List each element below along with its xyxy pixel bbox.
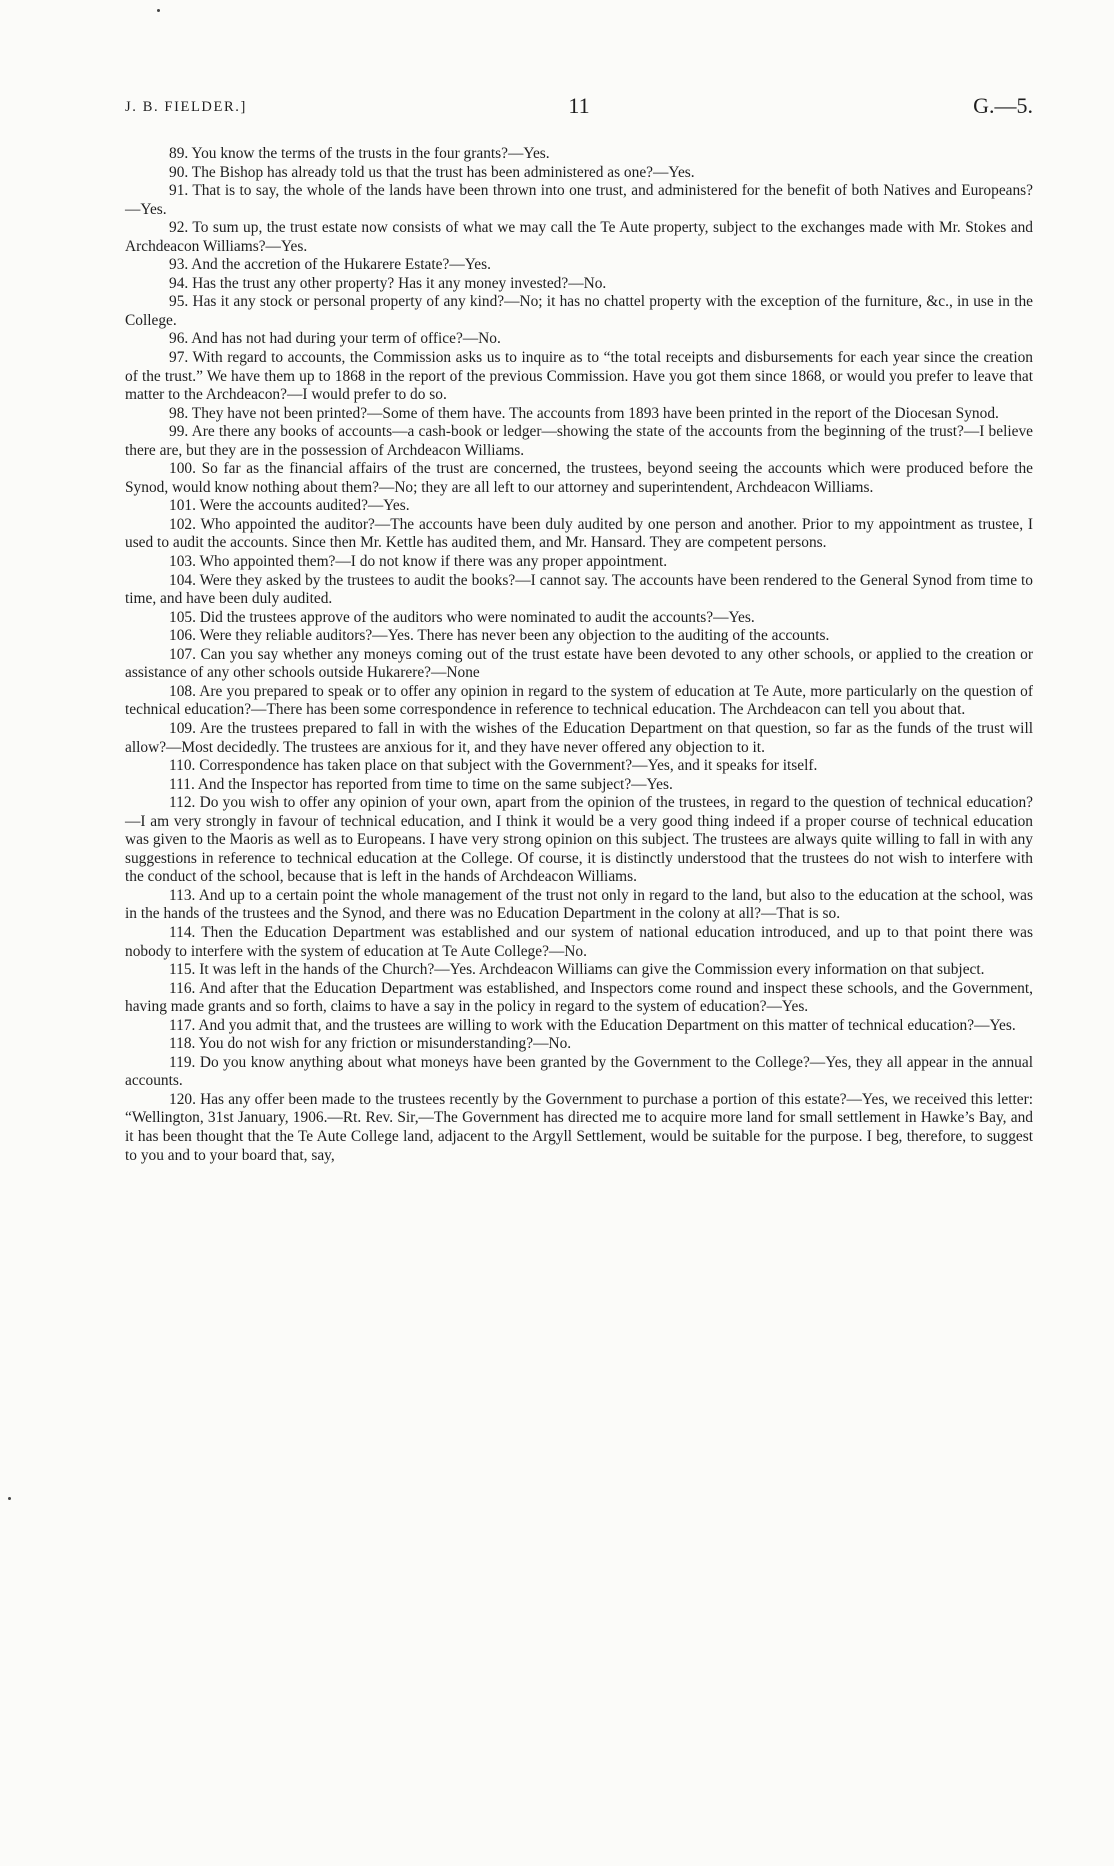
question-answer-paragraph: 104. Were they asked by the trustees to audit the books?—I cannot say. The accounts have been rendered to the General Synod from time to time, and have been duly audited.	[125, 571, 1033, 608]
question-answer-paragraph: 109. Are the trustees prepared to fall in with the wishes of the Education Department on that question, so far as the funds of the trust will allow?—Most decidedly. The trustees are anxious for it, and they have never offered any objection to it.	[125, 719, 1033, 756]
question-answer-paragraph: 105. Did the trustees approve of the auditors who were nominated to audit the accounts?—Yes.	[169, 608, 755, 626]
page-number: 11	[568, 93, 590, 118]
page-header	[125, 93, 1033, 125]
question-answer-paragraph: 114. Then the Education Department was established and our system of national education introduced, and up to that point there was nobody to interfere with the system of education at Te Aute College?—No.	[125, 923, 1033, 960]
question-answer-paragraph: 112. Do you wish to offer any opinion of your own, apart from the opinion of the trustees, in regard to the question of technical education?—I am very strongly in favour of technical education, and I think it would be a very good thing indeed if a proper course of technical education was given to the Maoris as well as to Europeans. I have very strong opinion on this subject. The trustees are always quite willing to fall in with any suggestions in reference to technical education at the College. Of course, it is distinctly understood that the trustees do not wish to interfere with the conduct of the school, because that is left in the hands of Archdeacon Williams.	[125, 794, 1033, 886]
speck-mark	[157, 9, 160, 12]
question-answer-paragraph: 93. And the accretion of the Hukarere Estate?—Yes.	[169, 256, 491, 274]
question-answer-paragraph: 111. And the Inspector has reported from time to time on the same subject?—Yes.	[169, 775, 673, 793]
question-answer-paragraph: 118. You do not wish for any friction or misunderstanding?—No.	[169, 1035, 572, 1053]
question-answer-paragraph: 98. They have not been printed?—Some of them have. The accounts from 1893 have been printed in the report of the Diocesan Synod.	[169, 404, 999, 422]
question-answer-paragraph: 101. Were the accounts audited?—Yes.	[169, 497, 410, 515]
question-answer-paragraph: 97. With regard to accounts, the Commission asks us to inquire as to “the total receipts and disbursements for each year since the creation of the trust.” We have them up to 1868 in the report of the previous Commission. Have you got them since 1868, or would you prefer to leave that matter to the Archdeacon?—I would prefer to do so.	[125, 349, 1033, 404]
question-answer-paragraph: 94. Has the trust any other property? Has it any money invested?—No.	[169, 274, 607, 292]
question-answer-paragraph: 119. Do you know anything about what moneys have been granted by the Government to the College?—Yes, they all appear in the annual accounts.	[125, 1053, 1033, 1090]
question-answer-paragraph: 117. And you admit that, and the trustees are willing to work with the Education Department on this matter of technical education?—Yes.	[169, 1016, 1016, 1034]
speck-mark	[8, 1497, 11, 1500]
question-answer-paragraph: 100. So far as the financial affairs of the trust are concerned, the trustees, beyond seeing the accounts which were produced before the Synod, would know nothing about them?—No; they are all left to our attorney and superintendent, Archdeacon Williams.	[125, 460, 1033, 496]
question-answer-paragraph: 89. You know the terms of the trusts in the four grants?—Yes.	[169, 145, 550, 162]
document-body	[125, 145, 1033, 1165]
question-answer-paragraph: 90. The Bishop has already told us that the trust has been administered as one?—Yes.	[169, 163, 695, 181]
question-answer-paragraph: 95. Has it any stock or personal property of any kind?—No; it has no chattel property with the exception of the furniture, &c., in use in the College.	[125, 293, 1033, 329]
question-answer-paragraph: 96. And has not had during your term of office?—No.	[169, 330, 501, 348]
question-answer-paragraph: 120. Has any offer been made to the trustees recently by the Government to purchase a portion of this estate?—Yes, we received this letter: “Wellington, 31st January, 1906.—Rt. Rev. Sir,—The Government has directed me to acquire more land for small settlement in Hawke’s Bay, and it has been thought that the Te Aute College land, adjacent to the Argyll Settlement, would be suitable for the purpose. I beg, therefore, to suggest to you and to your board that, say,	[125, 1090, 1033, 1164]
question-answer-paragraph: 99. Are there any books of accounts—a cash-book or ledger—showing the state of the accounts from the beginning of the trust?—I believe there are, but they are in the possession of Archdeacon Williams.	[125, 423, 1033, 459]
document-reference: G.—5.	[973, 93, 1033, 118]
question-answer-paragraph: 102. Who appointed the auditor?—The accounts have been duly audited by one person and another. Prior to my appointment as trustee, I used to audit the accounts. Since then Mr. Kettle has audited them, and Mr. Hansard. They are competent persons.	[125, 515, 1033, 552]
question-answer-paragraph: 91. That is to say, the whole of the lands have been thrown into one trust, and administered for the benefit of both Natives and Europeans?—Yes.	[125, 182, 1033, 218]
question-answer-paragraph: 115. It was left in the hands of the Church?—Yes. Archdeacon Williams can give the Commission every information on that subject.	[169, 961, 985, 979]
question-answer-paragraph: 113. And up to a certain point the whole management of the trust not only in regard to the land, but also to the education at the school, was in the hands of the trustees and the Synod, and there was no Education Department in the colony at all?—That is so.	[125, 886, 1033, 923]
witness-name: J. B. FIELDER.]	[125, 99, 247, 115]
question-answer-paragraph: 106. Were they reliable auditors?—Yes. There has never been any objection to the auditing of the accounts.	[169, 627, 830, 645]
question-answer-paragraph: 92. To sum up, the trust estate now consists of what we may call the Te Aute property, subject to the exchanges made with Mr. Stokes and Archdeacon Williams?—Yes.	[125, 219, 1033, 255]
question-answer-paragraph: 110. Correspondence has taken place on that subject with the Government?—Yes, and it speaks for itself.	[169, 757, 818, 775]
question-answer-paragraph: 116. And after that the Education Department was established, and Inspectors come round and inspect these schools, and the Government, having made grants and so forth, claims to have a say in the policy in regard to the system of education?—Yes.	[125, 979, 1033, 1016]
question-answer-paragraph: 103. Who appointed them?—I do not know if there was any proper appointment.	[169, 553, 668, 571]
question-answer-paragraph: 108. Are you prepared to speak or to offer any opinion in regard to the system of education at Te Aute, more particularly on the question of technical education?—There has been some correspondence in reference to technical education. The Archdeacon can tell you about that.	[125, 682, 1033, 719]
question-answer-paragraph: 107. Can you say whether any moneys coming out of the trust estate have been devoted to any other schools, or applied to the creation or assistance of any other schools outside Hukarere?—None	[125, 645, 1033, 682]
